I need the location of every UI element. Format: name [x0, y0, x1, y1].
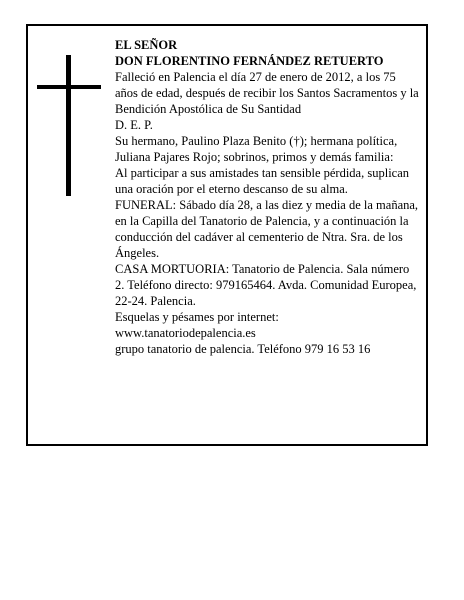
dep-text: D. E. P. [115, 118, 153, 132]
deceased-title: EL SEÑOR [115, 38, 178, 52]
esquelas-text: Esquelas y pésames por internet: [115, 310, 279, 324]
casa-mortuoria-text: CASA MORTUORIA: Tanatorio de Palencia. Sala número 2. Teléfono directo: 979165464. Avda. Comunidad Europea, 22-24. Palencia. [115, 262, 417, 308]
death-details: Falleció en Palencia el día 27 de enero de 2012, a los 75 años de edad, después de recibir los Santos Sacramentos y la Bendición Apostólica de Su Santidad [115, 70, 419, 116]
family-text: Su hermano, Paulino Plaza Benito (†); hermana política, Juliana Pajares Rojo; sobrinos, primos y demás familia: [115, 134, 398, 164]
request-text: Al participar a sus amistades tan sensible pérdida, suplican una oración por el eterno descanso de su alma. [115, 166, 410, 196]
funeral-text: FUNERAL: Sábado día 28, a las diez y media de la mañana, en la Capilla del Tanatorio de Palencia, y a continuación la conducción del cadáver al cementerio de Ntra. Sra. de los Ángeles. [115, 198, 419, 260]
website-text: www.tanatoriodepalencia.es [115, 326, 256, 340]
deceased-name: DON FLORENTINO FERNÁNDEZ RETUERTO [115, 54, 384, 68]
footer-text: grupo tanatorio de palencia. Teléfono 979 16 53 16 [115, 342, 371, 356]
cross-icon-horizontal [37, 85, 101, 89]
obituary-text [115, 37, 420, 357]
cross-icon-vertical [66, 55, 71, 196]
